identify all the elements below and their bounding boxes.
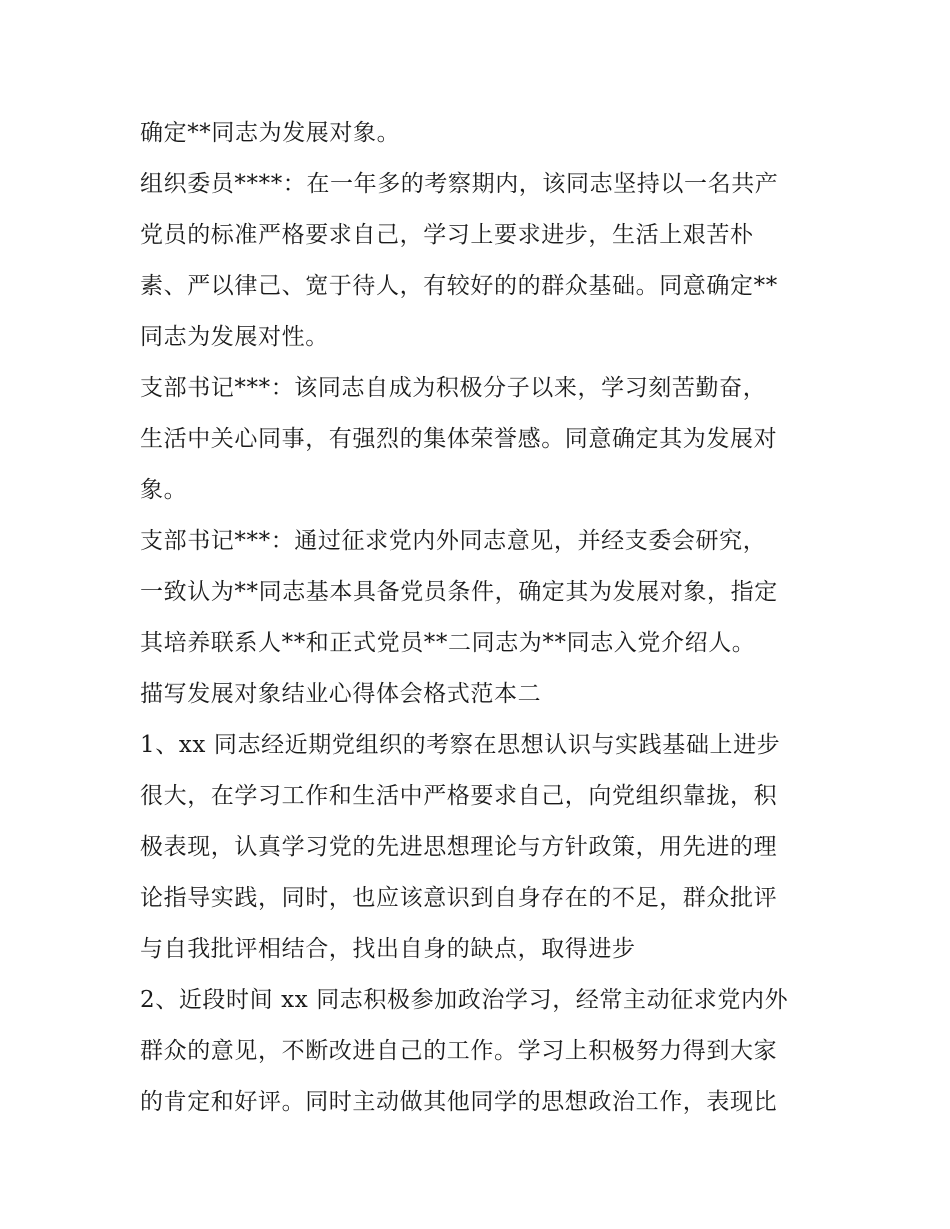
text-line: 支部书记***：通过征求党内外同志意见，并经支委会研究， (140, 528, 767, 554)
text-line: 1、xx 同志经近期党组织的考察在思想认识与实践基础上进步 (140, 732, 781, 758)
text-line: 同志为发展对性。 (140, 324, 329, 350)
text-line: 论指导实践，同时，也应该意识到自身存在的不足，群众批评 (140, 885, 778, 911)
text-line: 其培养联系人**和正式党员**二同志为**同志入党介绍人。 (140, 630, 756, 656)
text-line: 一致认为**同志基本具备党员条件，确定其为发展对象，指定 (140, 579, 778, 605)
text-line: 生活中关心同事，有强烈的集体荣誉感。同意确定其为发展对 (140, 426, 778, 452)
text-line: 党员的标准严格要求自己，学习上要求进步，生活上艰苦朴 (140, 222, 754, 248)
text-line: 确定**同志为发展对象。 (140, 120, 401, 146)
document-body (140, 108, 820, 1128)
text-line: 组织委员****：在一年多的考察期内，该同志坚持以一名共产 (140, 171, 779, 197)
text-line: 群众的意见，不断改进自己的工作。学习上积极努力得到大家 (140, 1038, 778, 1064)
text-line: 极表现，认真学习党的先进思想理论与方针政策，用先进的理 (140, 834, 778, 860)
text-line: 2、近段时间 xx 同志积极参加政治学习，经常主动征求党内外 (140, 987, 789, 1013)
text-line: 与自我批评相结合，找出自身的缺点，取得进步 (140, 936, 636, 962)
text-line: 象。 (140, 477, 188, 503)
text-line: 很大，在学习工作和生活中严格要求自己，向党组织靠拢，积 (140, 783, 778, 809)
section-heading: 描写发展对象结业心得体会格式范本二 (140, 681, 542, 707)
text-line: 的肯定和好评。同时主动做其他同学的思想政治工作，表现比 (140, 1089, 778, 1115)
text-line: 支部书记***：该同志自成为积极分子以来，学习刻苦勤奋， (140, 375, 767, 401)
text-line: 素、严以律己、宽于待人，有较好的的群众基础。同意确定** (140, 273, 778, 299)
